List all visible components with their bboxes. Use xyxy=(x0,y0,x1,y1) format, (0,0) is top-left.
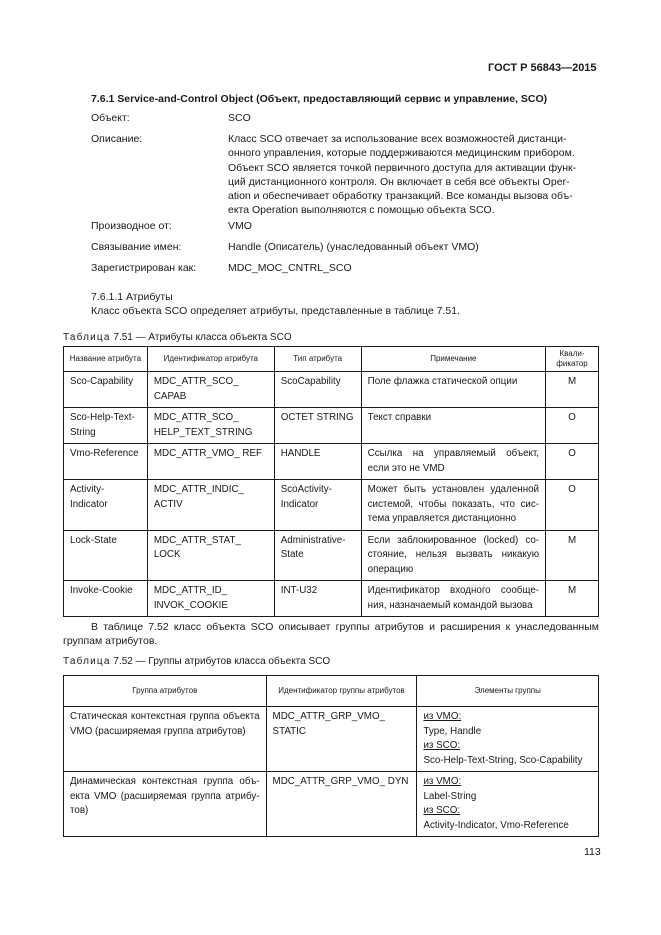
column-header: Идентификатор группы атрибутов xyxy=(266,676,417,707)
group-source-label: из SCO: xyxy=(423,740,461,751)
attribute-qualifier: O xyxy=(546,444,599,480)
attribute-name: Activity-Indicator xyxy=(64,480,148,531)
attribute-name: Lock-State xyxy=(64,530,148,581)
column-header: Тип атрибута xyxy=(274,347,361,372)
attribute-type: HANDLE xyxy=(274,444,361,480)
subsection-text: Класс объекта SCO определяет атрибуты, представленные в таблице 7.51. xyxy=(91,305,461,317)
attribute-groups-table xyxy=(63,675,599,837)
group-source-label: из VMO: xyxy=(423,776,462,787)
group-name: Статическая контекстная группа объекта VMO (расширяемая группа атрибутов) xyxy=(64,707,267,772)
table-row xyxy=(64,772,599,837)
table-row xyxy=(64,372,599,408)
object-value: SCO xyxy=(228,112,251,124)
group-source-label: из VMO: xyxy=(423,711,462,722)
attribute-type: INT-U32 xyxy=(274,581,361,617)
attribute-name: Vmo-Reference xyxy=(64,444,148,480)
group-element-list: Sco-Help-Text-String, Sco-Capability xyxy=(423,754,583,766)
group-name: Динамическая контекстная группа объ-екта VMO (расширяемая группа атрибу-тов) xyxy=(64,772,267,837)
description-line: ций дистанционного контроля. Он включает в себя все объекты Oper- xyxy=(228,175,570,188)
description-text xyxy=(228,132,598,218)
subsection-title: 7.6.1.1 Атрибуты xyxy=(91,291,173,303)
table-row xyxy=(64,480,599,531)
table-row xyxy=(64,530,599,581)
attribute-name: Sco-Help-Text-String xyxy=(64,408,148,444)
name-binding-value: Handle (Описатель) (унаследованный объект VMO) xyxy=(228,241,479,253)
caption-rest: 7.52 — Группы атрибутов класса объекта SCO xyxy=(110,656,331,667)
group-element-list: Activity-Indicator, Vmo-Reference xyxy=(423,819,569,831)
attribute-note: Текст справки xyxy=(361,408,545,444)
attribute-name: Sco-Capability xyxy=(64,372,148,408)
attributes-table xyxy=(63,346,599,617)
attribute-type: ScoActivity-Indicator xyxy=(274,480,361,531)
attribute-id: MDC_ATTR_STAT_ LOCK xyxy=(147,530,274,581)
column-header: Группа атрибутов xyxy=(64,676,267,707)
table-caption-7-52 xyxy=(63,656,330,667)
attribute-type: Administrative-State xyxy=(274,530,361,581)
attribute-qualifier: M xyxy=(546,581,599,617)
description-line: Класс SCO отвечает за использование всех возможностей дистанци- xyxy=(228,133,567,145)
caption-prefix: Таблица xyxy=(63,332,111,343)
page-number: 113 xyxy=(584,846,601,858)
attribute-name: Invoke-Cookie xyxy=(64,581,148,617)
attribute-id: MDC_ATTR_SCO_ CAPAB xyxy=(147,372,274,408)
description-line: ation и обеспечивает обработку транзакций. Все команды вызова объ- xyxy=(228,190,573,203)
document-standard-id: ГОСТ Р 56843—2015 xyxy=(488,62,597,74)
group-id: MDC_ATTR_GRP_VMO_ DYN xyxy=(266,772,417,837)
derived-value: VMO xyxy=(228,220,252,232)
attribute-qualifier: O xyxy=(546,408,599,444)
column-header: Квали-фикатор xyxy=(546,347,599,372)
attribute-note: Если заблокированное (locked) со-стояние, нельзя вызвать никакую операцию xyxy=(361,530,545,581)
group-source-label: из SCO: xyxy=(423,805,461,816)
description-label: Описание: xyxy=(91,133,143,145)
group-id: MDC_ATTR_GRP_VMO_ STATIC xyxy=(266,707,417,772)
description-line: екта Operation выполняются с помощью объекта SCO. xyxy=(228,204,495,217)
description-line: Объект SCO является точкой первичного доступа для активации функ- xyxy=(228,161,577,174)
column-header: Идентификатор атрибута xyxy=(147,347,274,372)
attribute-note: Может быть установлен удаленной системой, чтобы показать, что сис-тема управляется дистанционно xyxy=(361,480,545,531)
table-caption-7-51 xyxy=(63,332,292,343)
group-element-list: Type, Handle xyxy=(423,725,482,737)
table-header-row xyxy=(64,347,599,372)
attribute-qualifier: O xyxy=(546,480,599,531)
attribute-id: MDC_ATTR_INDIC_ ACTIV xyxy=(147,480,274,531)
attribute-note: Ссылка на управляемый объект, если это не VMD xyxy=(361,444,545,480)
description-line: онного управления, которые поддерживаются медицинским прибором. xyxy=(228,147,575,160)
attribute-qualifier: M xyxy=(546,372,599,408)
object-label: Объект: xyxy=(91,112,130,124)
attribute-id: MDC_ATTR_ID_ INVOK_COOKIE xyxy=(147,581,274,617)
attribute-type: ScoCapability xyxy=(274,372,361,408)
table-header-row xyxy=(64,676,599,707)
group-element-list: Label-String xyxy=(423,790,477,802)
group-elements xyxy=(417,707,599,772)
derived-label: Производное от: xyxy=(91,220,172,232)
table-row xyxy=(64,707,599,772)
attribute-id: MDC_ATTR_VMO_ REF xyxy=(147,444,274,480)
group-elements xyxy=(417,772,599,837)
column-header: Название атрибута xyxy=(64,347,148,372)
table-row xyxy=(64,408,599,444)
attribute-type: OCTET STRING xyxy=(274,408,361,444)
caption-prefix: Таблица xyxy=(63,656,111,667)
caption-rest: 7.51 — Атрибуты класса объекта SCO xyxy=(110,332,292,343)
attribute-id: MDC_ATTR_SCO_ HELP_TEXT_STRING xyxy=(147,408,274,444)
registered-value: MDC_MOC_CNTRL_SCO xyxy=(228,262,352,274)
table-row xyxy=(64,581,599,617)
attribute-note: Идентификатор входного сообще-ния, назначаемый командой вызова xyxy=(361,581,545,617)
registered-label: Зарегистрирован как: xyxy=(91,262,197,274)
column-header: Примечание xyxy=(361,347,545,372)
attribute-note: Поле флажка статической опции xyxy=(361,372,545,408)
table-7-52-intro: В таблице 7.52 класс объекта SCO описывает группы атрибутов и расширения к унаследованным группам атрибутов. xyxy=(63,621,599,647)
column-header: Элементы группы xyxy=(417,676,599,707)
attribute-qualifier: M xyxy=(546,530,599,581)
section-title: 7.6.1 Service-and-Control Object (Объект, предоставляющий сервис и управление, SCO) xyxy=(91,93,548,105)
name-binding-label: Связывание имен: xyxy=(91,241,182,253)
table-row xyxy=(64,444,599,480)
